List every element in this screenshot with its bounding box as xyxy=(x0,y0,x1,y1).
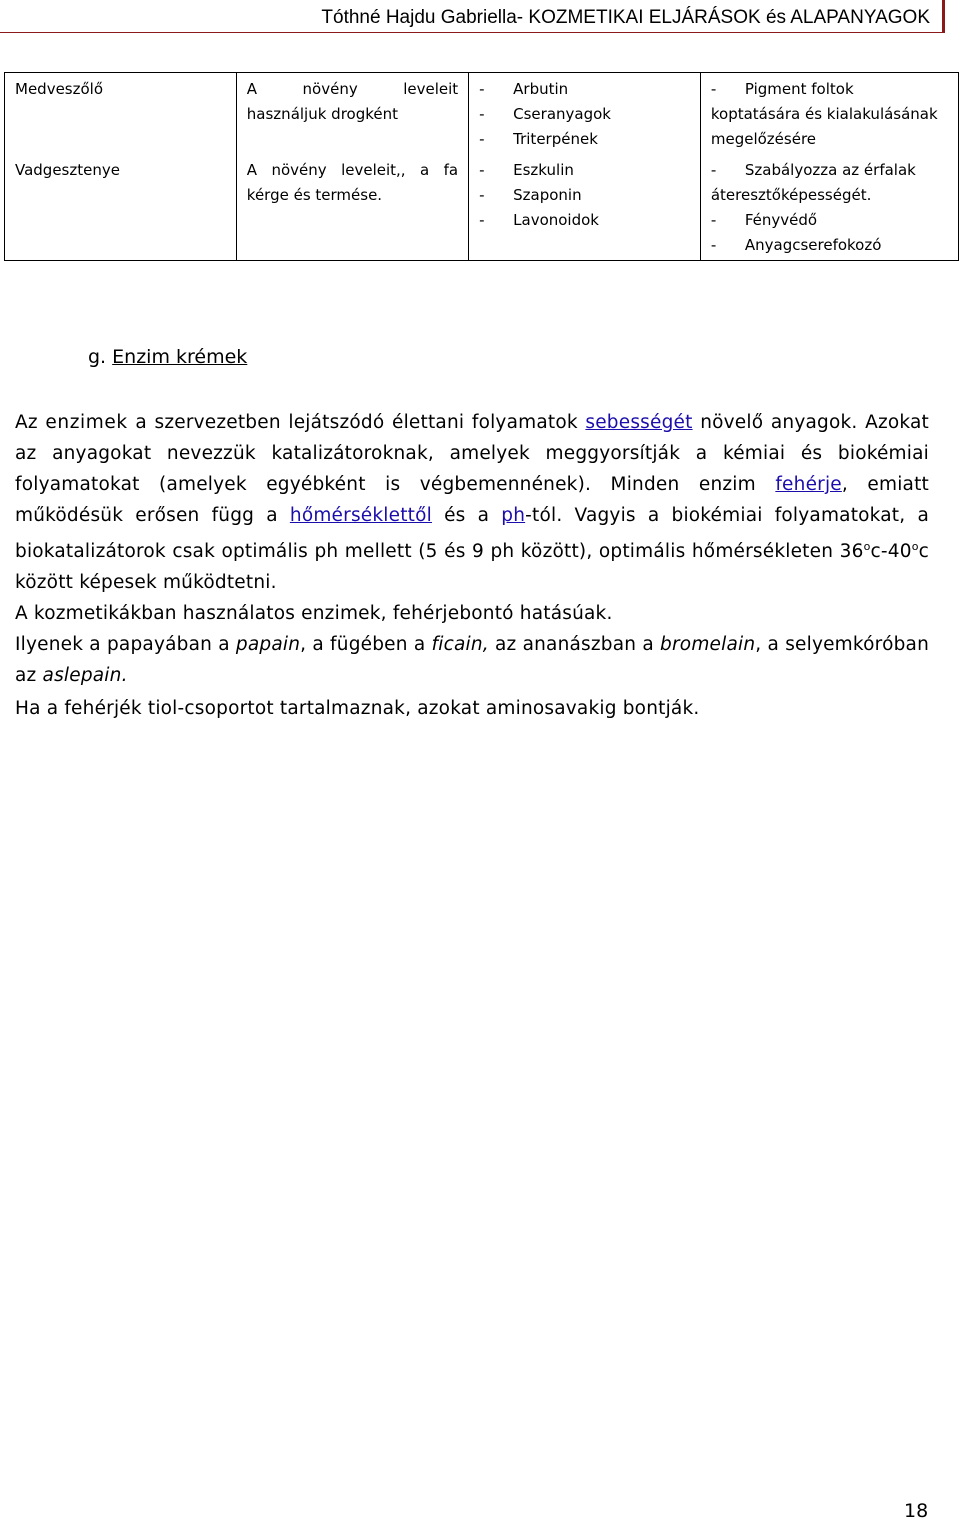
paragraph: Az enzimek a szervezetben lejátszódó élettani folyamatok sebességét növelő anyagok. Azokat az anyagokat nevezzük katalizátoroknak, amelyek meggyorsítják a kémiai és biokémiai folyamatokat (amelyek egyébként is végbemennének). Minden enzim fehérje, emiatt működésük erősen függ a hőmérséklettől és a ph-tól. Vagyis a biokémiai folyamatokat, a biokatalizátorok csak optimális ph mellett (5 és 9 ph között), optimális hőmérsékleten 36$^o$c-40$^o$c között képesek működtetni. xyxy=(15,412,930,594)
herb-part-line1: A növény leveleit,, a fa xyxy=(246,161,459,179)
herb-effect xyxy=(700,73,958,155)
enzyme-aslepain: aslepain. xyxy=(42,665,128,687)
herb-part-line2: kérge és termése. xyxy=(246,186,383,204)
herb-effect xyxy=(700,154,958,261)
herb-name: Medveszőlő xyxy=(5,73,237,155)
link-homerseklettol[interactable]: hőmérséklettől xyxy=(289,505,432,526)
list-item: - Eszkulin xyxy=(479,161,574,179)
table-row xyxy=(5,154,959,261)
page-number: 18 xyxy=(904,1500,929,1522)
paragraph: Ilyenek a papayában a papain, a fügében a ficain, az ananászban a bromelain, a selyemkóróban az aslepain. xyxy=(15,634,929,687)
paragraph: A kozmetikákban használatos enzimek, fehérjebontó hatásúak. xyxy=(15,603,613,625)
link-sebesseget[interactable]: sebességét xyxy=(585,412,693,433)
effect-line: áteresztőképességét. xyxy=(710,186,872,204)
list-item: - Lavonoidok xyxy=(479,211,599,229)
herb-part xyxy=(236,154,468,261)
list-item: - Cseranyagok xyxy=(479,105,611,123)
enzyme-papain: papain xyxy=(235,634,301,656)
table-row xyxy=(5,73,959,155)
herb-part-line2: használjuk drogként xyxy=(246,105,399,123)
herb-part xyxy=(236,73,468,155)
section-title: Enzim krémek xyxy=(112,346,248,368)
effect-line: megelőzésére xyxy=(710,130,817,148)
link-ph[interactable]: ph xyxy=(501,505,526,526)
list-item: - Szabályozza az érfalak xyxy=(710,161,916,179)
list-item: - Fényvédő xyxy=(710,211,818,229)
page-header xyxy=(0,0,945,33)
link-feherje[interactable]: fehérje xyxy=(775,474,842,495)
list-item: - Arbutin xyxy=(479,80,569,98)
section-letter: g. xyxy=(88,346,107,368)
list-item: - Pigment foltok xyxy=(710,80,854,98)
herb-table xyxy=(4,72,959,261)
list-item: - Anyagcserefokozó xyxy=(710,236,882,254)
body-text xyxy=(15,407,929,724)
header-title: Tóthné Hajdu Gabriella- KOZMETIKAI ELJÁRÁSOK és ALAPANYAGOK xyxy=(321,7,930,28)
effect-line: koptatására és kialakulásának xyxy=(710,105,938,123)
herb-compounds xyxy=(469,73,701,155)
list-item: - Triterpének xyxy=(479,130,598,148)
enzyme-ficain: ficain, xyxy=(431,634,489,656)
list-item: - Szaponin xyxy=(479,186,582,204)
herb-part-line1: A növény leveleit xyxy=(246,80,459,98)
enzyme-bromelain: bromelain xyxy=(660,634,756,656)
herb-name: Vadgesztenye xyxy=(5,154,237,261)
paragraph: Ha a fehérjék tiol-csoportot tartalmaznak, azokat aminosavakig bontják. xyxy=(15,698,700,720)
herb-compounds xyxy=(469,154,701,261)
term-enzimek: enzimek xyxy=(45,412,128,433)
section-heading xyxy=(88,346,247,368)
